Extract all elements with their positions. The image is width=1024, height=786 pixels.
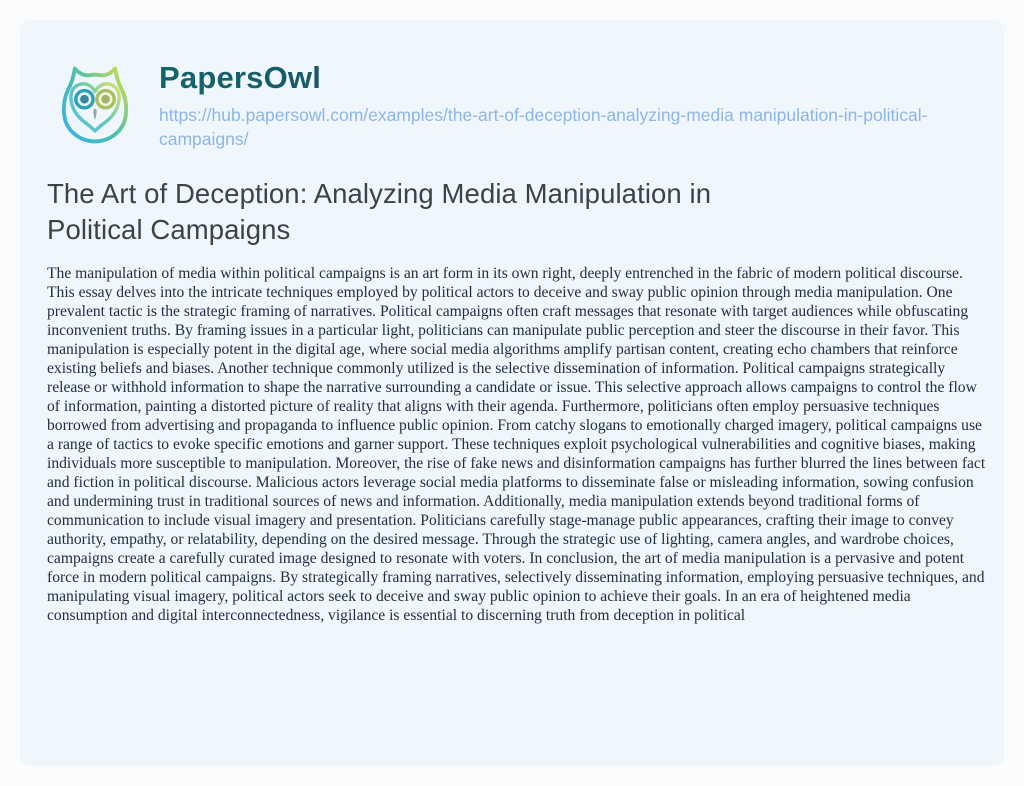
brand-name: PapersOwl xyxy=(159,60,949,96)
owl-logo-icon xyxy=(47,56,143,152)
page-card xyxy=(20,20,1004,766)
owl-right-pupil xyxy=(101,95,110,104)
brand-block xyxy=(159,56,949,151)
owl-left-pupil xyxy=(80,95,89,104)
page-header xyxy=(47,56,979,152)
source-url-link[interactable]: https://hub.papersowl.com/examples/the-art-of-deception-analyzing-media manipulation-in-political-campaigns/ xyxy=(159,104,928,149)
essay-body-text: The manipulation of media within political campaigns is an art form in its own right, deeply entrenched in the fabric of modern political discourse. This essay delves into the intricate techniques employed by political actors to deceive and sway public opinion through media manipulation. One prevalent tactic is the strategic framing of narratives. Political campaigns often craft messages that resonate with target audiences while obfuscating inconvenient truths. By framing issues in a particular light, politicians can manipulate public perception and steer the discourse in their favor. This manipulation is especially potent in the digital age, where social media algorithms amplify partisan content, creating echo chambers that reinforce existing beliefs and biases. Another technique commonly utilized is the selective dissemination of information. Political campaigns strategically release or withhold information to shape the narrative surrounding a candidate or issue. This selective approach allows campaigns to control the flow of information, painting a distorted picture of reality that aligns with their agenda. Furthermore, politicians often employ persuasive techniques borrowed from advertising and propaganda to influence public opinion. From catchy slogans to emotionally charged imagery, political campaigns use a range of tactics to evoke specific emotions and garner support. These techniques exploit psychological vulnerabilities and cognitive biases, making individuals more susceptible to manipulation. Moreover, the rise of fake news and disinformation campaigns has further blurred the lines between fact and fiction in political discourse. Malicious actors leverage social media platforms to disseminate false or misleading information, sowing confusion and undermining trust in traditional sources of news and information. Additionally, media manipulation extends beyond traditional forms of communication to include visual imagery and presentation. Politicians carefully stage-manage public appearances, crafting their image to convey authority, empathy, or relatability, depending on the desired message. Through the strategic use of lighting, camera angles, and wardrobe choices, campaigns create a carefully curated image designed to resonate with voters. In conclusion, the art of media manipulation is a pervasive and potent force in modern political campaigns. By strategically framing narratives, selectively disseminating information, employing persuasive techniques, and manipulating visual imagery, political actors seek to deceive and sway public opinion to achieve their goals. In an era of heightened media consumption and digital interconnectedness, vigilance is essential to discerning truth from deception in political xyxy=(47,264,986,624)
page-title: The Art of Deception: Analyzing Media Manipulation in Political Campaigns xyxy=(47,178,712,246)
owl-beak xyxy=(93,109,96,120)
